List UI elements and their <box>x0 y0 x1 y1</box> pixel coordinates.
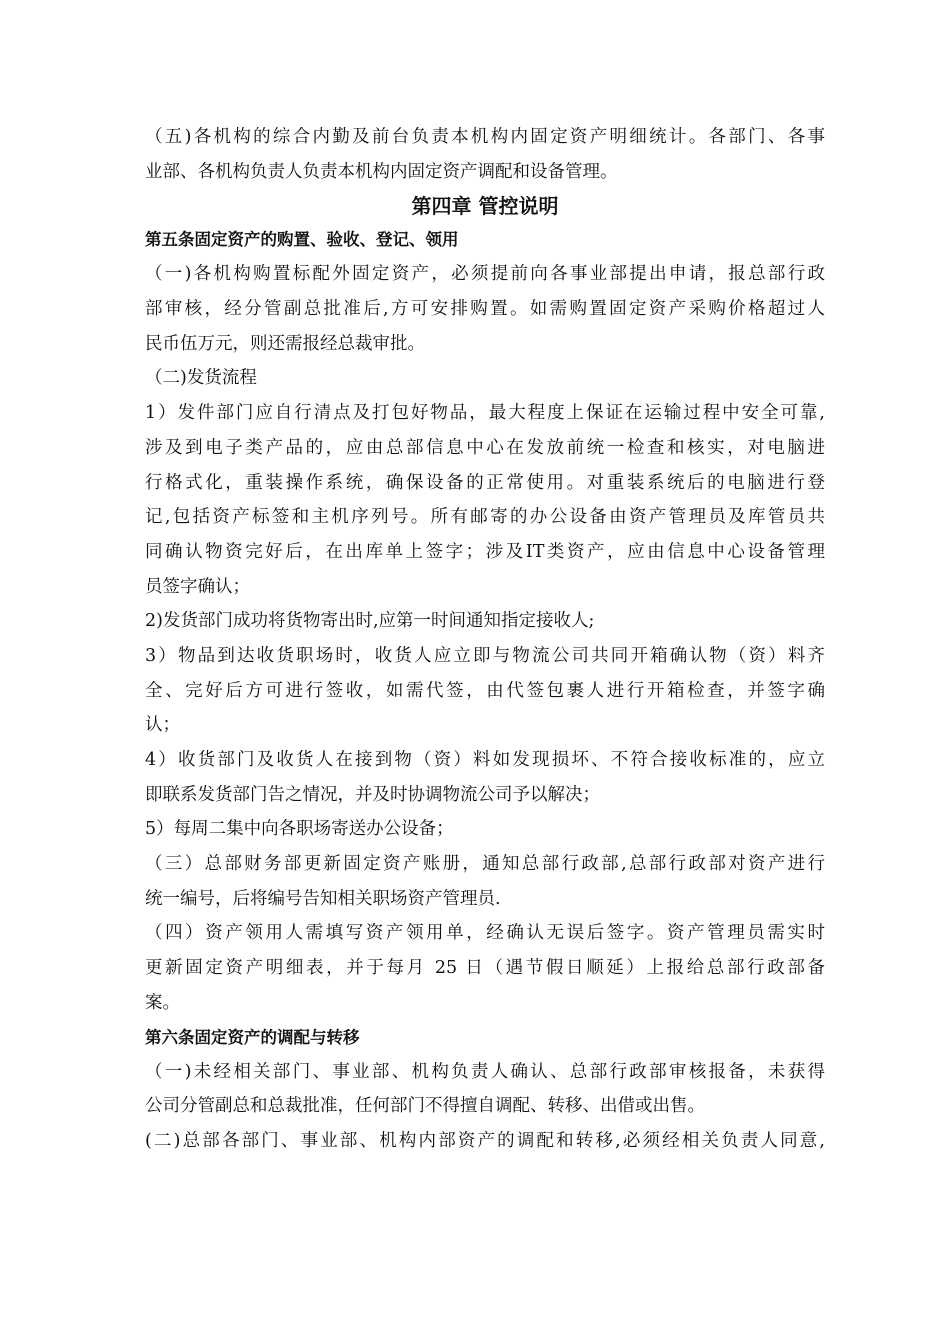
paragraph-line: 员签字确认； <box>145 576 250 597</box>
paragraph-line: 统一编号，后将编号告知相关职场资产管理员. <box>145 888 501 909</box>
paragraph-line: 部审核，经分管副总批准后,方可安排购置。如需购置固定资产采购价格超过人 <box>145 299 825 320</box>
paragraph-line: 同确认物资完好后，在出库单上签字；涉及IT类资产，应由信息中心设备管理 <box>145 541 825 562</box>
chapter-heading: 第四章 管控说明 <box>411 194 559 219</box>
paragraph-line: 行格式化，重装操作系统，确保设备的正常使用。对重装系统后的电脑进行登 <box>145 472 825 493</box>
paragraph-line: 2)发货部门成功将货物寄出时,应第一时间通知指定接收人; <box>145 611 595 632</box>
paragraph-line: 案。 <box>145 992 180 1013</box>
paragraph-line: 业部、各机构负责人负责本机构内固定资产调配和设备管理。 <box>145 161 618 182</box>
paragraph-line: 5）每周二集中向各职场寄送办公设备； <box>145 819 454 840</box>
paragraph-line: 公司分管副总和总裁批准，任何部门不得擅自调配、转移、出借或出售。 <box>145 1096 705 1117</box>
paragraph-line: 4）收货部门及收货人在接到物（资）料如发现损坏、不符合接收标准的，应立 <box>145 750 825 770</box>
paragraph-line: （四）资产领用人需填写资产领用单，经确认无误后签字。资产管理员需实时 <box>145 923 825 944</box>
paragraph-line: (二)总部各部门、事业部、机构内部资产的调配和转移,必须经相关负责人同意, <box>145 1130 825 1151</box>
paragraph-line: 记,包括资产标签和主机序列号。所有邮寄的办公设备由资产管理员及库管员共 <box>145 507 825 528</box>
paragraph-line: 全、完好后方可进行签收，如需代签，由代签包裹人进行开箱检查，并签字确 <box>145 680 825 701</box>
paragraph-line: （一)未经相关部门、事业部、机构负责人确认、总部行政部审核报备，未获得 <box>145 1061 825 1082</box>
paragraph-line: 认； <box>145 715 180 736</box>
paragraph-line: 3）物品到达收货职场时，收货人应立即与物流公司共同开箱确认物（资）料齐 <box>145 645 825 666</box>
article-heading: 第六条固定资产的调配与转移 <box>145 1027 360 1047</box>
paragraph-line: 1）发件部门应自行清点及打包好物品，最大程度上保证在运输过程中安全可靠, <box>145 403 825 424</box>
paragraph-line: （一)各机构购置标配外固定资产，必须提前向各事业部提出申请，报总部行政 <box>145 264 825 285</box>
paragraph-line: （五)各机构的综合内勤及前台负责本机构内固定资产明细统计。各部门、各事 <box>145 127 825 147</box>
document-page <box>145 120 825 1159</box>
paragraph-line: （二)发货流程 <box>145 368 257 389</box>
paragraph-line: 涉及到电子类产品的，应由总部信息中心在发放前统一检查和核实，对电脑进 <box>145 437 825 458</box>
paragraph-line: 民币伍万元，则还需报经总裁审批。 <box>145 333 425 354</box>
paragraph-line: 即联系发货部门告之情况，并及时协调物流公司予以解决； <box>145 784 600 805</box>
paragraph-line: （三）总部财务部更新固定资产账册，通知总部行政部,总部行政部对资产进行 <box>145 854 825 875</box>
article-heading: 第五条固定资产的购置、验收、登记、领用 <box>145 230 459 250</box>
paragraph-line: 更新固定资产明细表，并于每月 25 日（遇节假日顺延）上报给总部行政部备 <box>145 958 825 979</box>
